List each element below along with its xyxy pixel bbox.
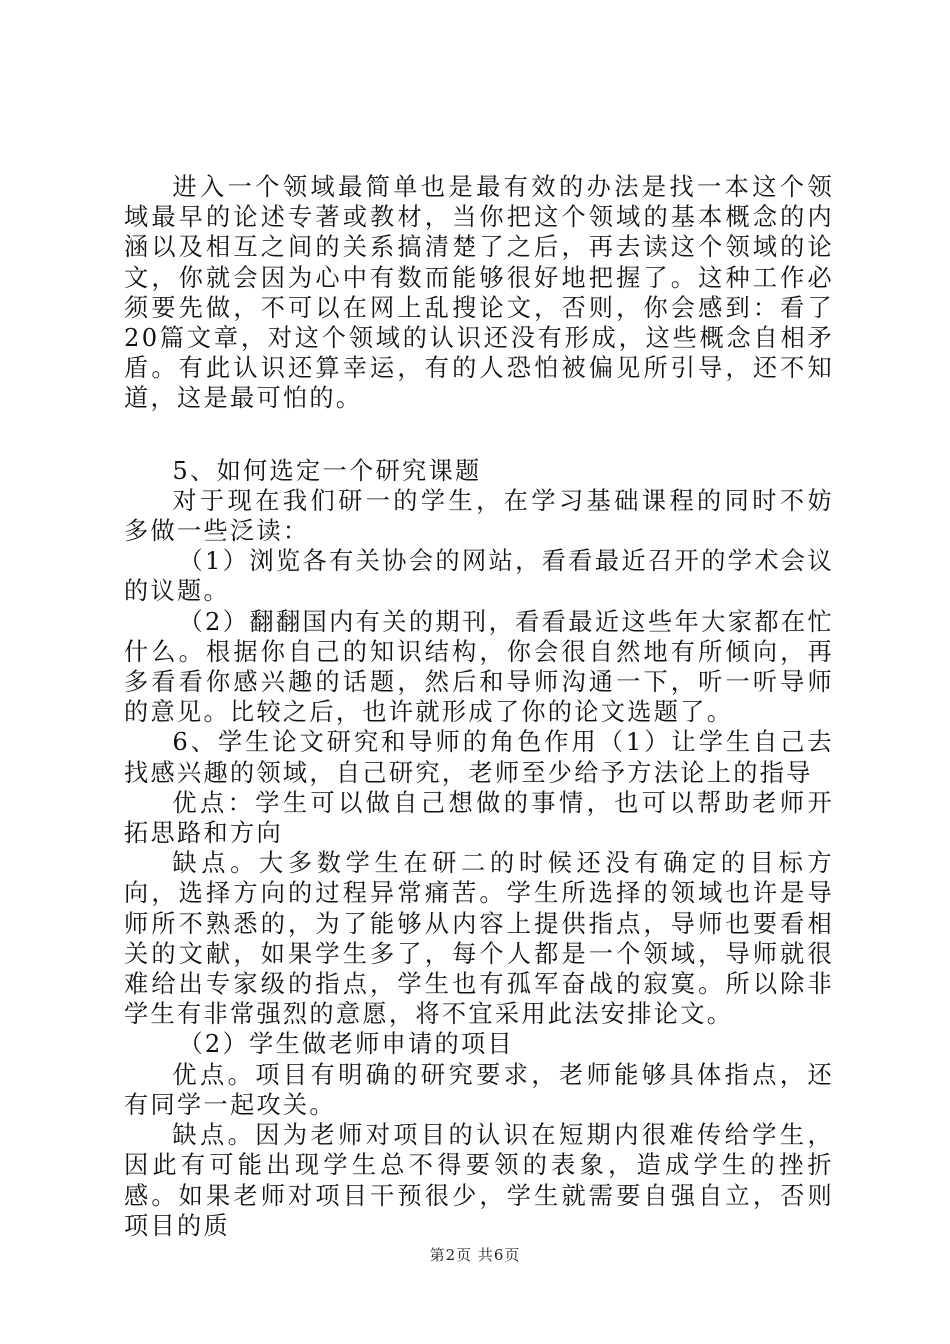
paragraph-cons-2: 缺点。因为老师对项目的认识在短期内很难传给学生，因此有可能出现学生总不得要领的表象，造成学生的挫折感。如果老师对项目干预很少，学生就需要自强自立，否则项目的质 — [124, 1121, 834, 1240]
section-heading-5: 5、如何选定一个研究课题 — [172, 456, 482, 485]
paragraph-browsing: 对于现在我们研一的学生，在学习基础课程的同时不妨多做一些泛读： — [124, 486, 834, 546]
subheading-2: （2）学生做老师申请的项目 — [178, 1030, 514, 1059]
paragraph-intro: 进入一个领域最简单也是最有效的办法是找一本这个领域最早的论述专著或教材，当你把这个领域的基本概念的内涵以及相互之间的关系搞清楚了之后，再去读这个领域的论文，你就会因为心中有数而能够很好地把握了。这种工作必须要先做，不可以在网上乱搜论文，否则，你会感到：看了20篇文章，对这个领域的认识还没有形成，这些概念自相矛盾。有此认识还算幸运，有的人恐怕被偏见所引导，还不知道，这是最可怕的。 — [124, 173, 834, 413]
page-footer: 第2页 共6页 — [429, 1246, 521, 1264]
list-item-2: （2）翻翻国内有关的期刊，看看最近这些年大家都在忙什么。根据你自己的知识结构，你会很自然地有所倾向，再多看看你感兴趣的话题，然后和导师沟通一下，听一听导师的意见。比较之后，也许就形成了你的论文选题了。 — [124, 607, 834, 727]
paragraph-pros-1: 优点：学生可以做自己想做的事情，也可以帮助老师开拓思路和方向 — [124, 788, 834, 848]
paragraph-pros-2: 优点。项目有明确的研究要求，老师能够具体指点，还有同学一起攻关。 — [124, 1060, 834, 1119]
section-heading-6: 6、学生论文研究和导师的角色作用（1）让学生自己去找感兴趣的领域，自己研究，老师至少给予方法论上的指导 — [124, 728, 834, 787]
document-body — [124, 172, 834, 1241]
paragraph-gap — [124, 414, 834, 456]
list-item-1: （1）浏览各有关协会的网站，看看最近召开的学术会议的议题。 — [124, 547, 834, 606]
paragraph-cons-1: 缺点。大多数学生在研二的时候还没有确定的目标方向，选择方向的过程异常痛苦。学生所选择的领域也许是导师所不熟悉的，为了能够从内容上提供指点，导师也要看相关的文献，如果学生多了，每个人都是一个领域，导师就很难给出专家级的指点，学生也有孤军奋战的寂寞。所以除非学生有非常强烈的意愿，将不宜采用此法安排论文。 — [124, 849, 834, 1029]
